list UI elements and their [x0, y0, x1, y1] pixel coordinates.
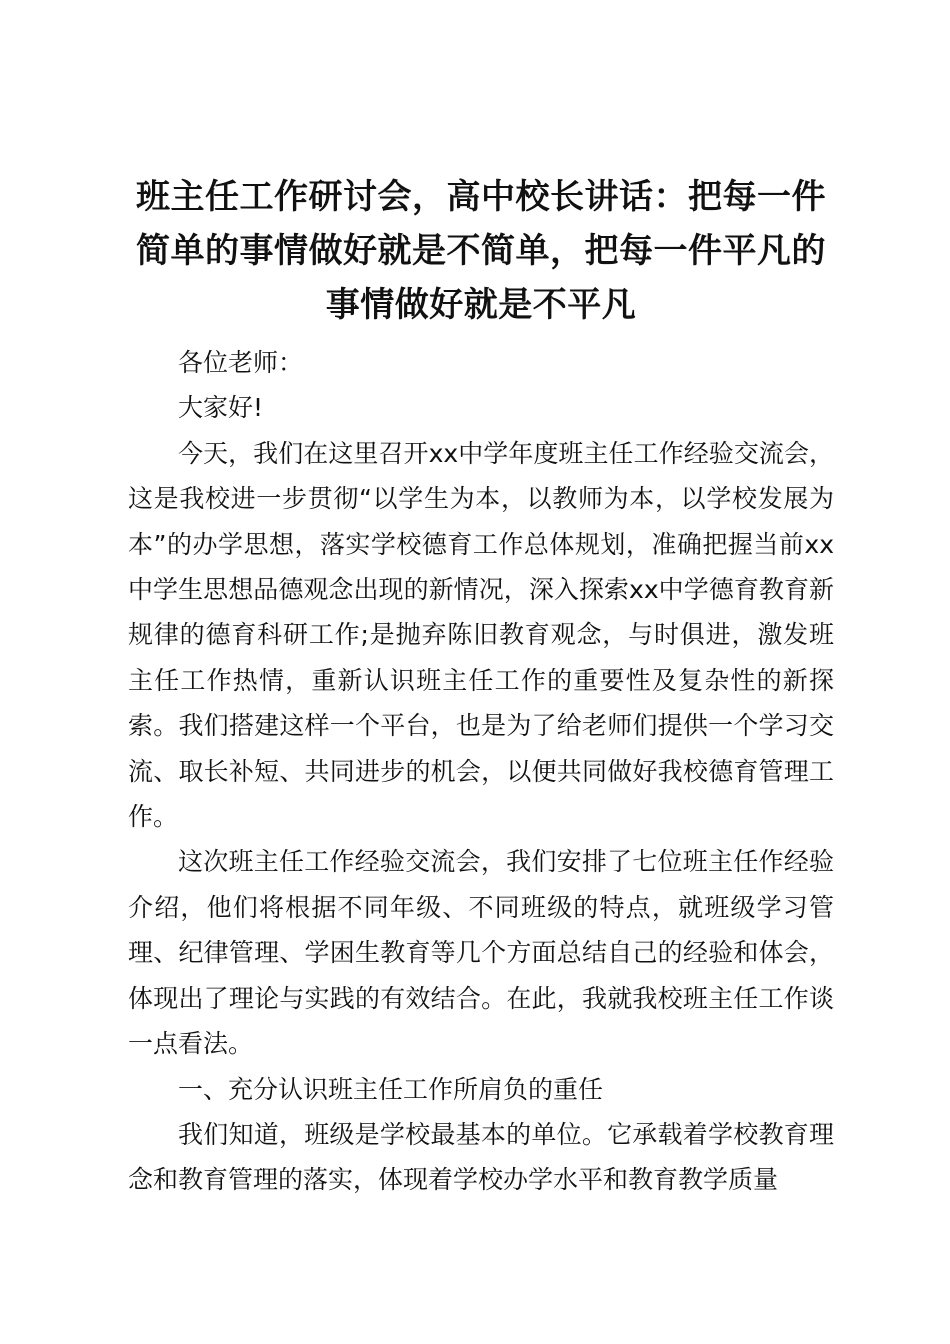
greeting: 大家好!: [178, 393, 264, 423]
document-body: [128, 170, 834, 1203]
body-paragraph: 我们知道，班级是学校最基本的单位。它承载着学校教育理念和教育管理的落实，体现着学校办学水平和教育教学质量: [128, 1119, 834, 1195]
title-line: 简单的事情做好就是不简单，把每一件平凡的: [136, 231, 826, 271]
section-heading: 一、充分认识班主任工作所肩负的重任: [178, 1074, 604, 1104]
body-paragraph: 这次班主任工作经验交流会，我们安排了七位班主任作经验介绍，他们将根据不同年级、不同班级的特点，就班级学习管理、纪律管理、学困生教育等几个方面总结自己的经验和体会，体现出了理论与实践的有效结合。在此，我就我校班主任工作谈一点看法。: [128, 847, 834, 1059]
title-line: 事情做好就是不平凡: [325, 285, 637, 325]
title-line: 班主任工作研讨会，高中校长讲话：把每一件: [136, 177, 826, 217]
document-title: [128, 170, 834, 332]
salutation: 各位老师：: [178, 348, 304, 377]
body-paragraph: 今天，我们在这里召开xx中学年度班主任工作经验交流会，这是我校进一步贯彻“以学生为本，以教师为本，以学校发展为本”的办学思想，落实学校德育工作总体规划，准确把握当前xx中学生思想品德观念出现的新情况，深入探索xx中学德育教育新规律的德育科研工作;是抛弃陈旧教育观念，与时俱进，激发班主任工作热情，重新认识班主任工作的重要性及复杂性的新探索。我们搭建这样一个平台，也是为了给老师们提供一个学习交流、取长补短、共同进步的机会，以便共同做好我校德育管理工作。: [128, 438, 834, 832]
